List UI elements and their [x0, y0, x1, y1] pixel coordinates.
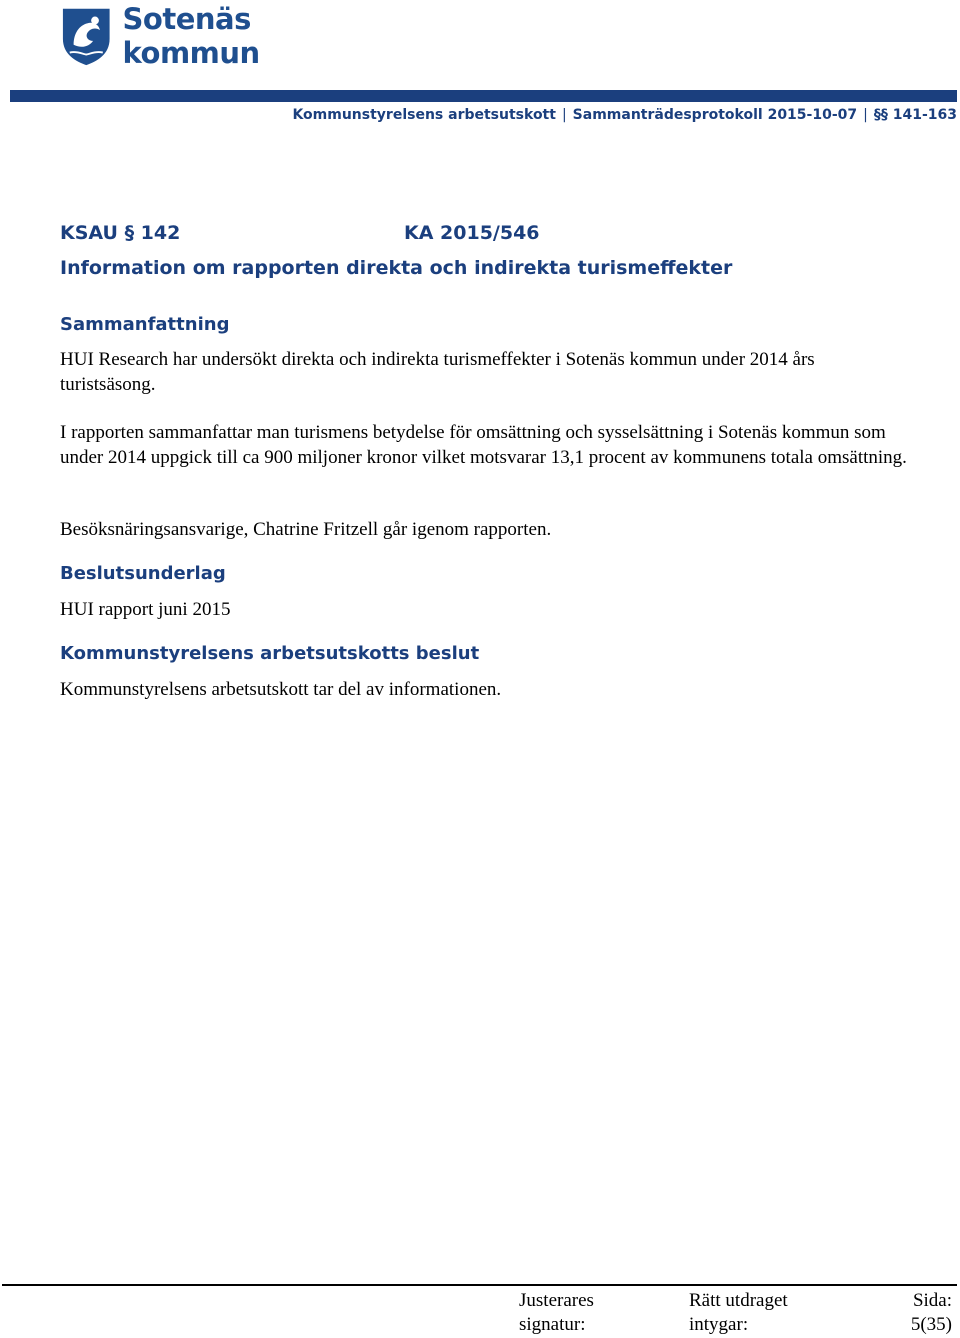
header-bar — [10, 90, 957, 102]
running-header-separator: | — [561, 107, 567, 123]
footer-adjuster-signature — [519, 1289, 594, 1337]
running-header-sections: §§ 141-163 — [873, 107, 957, 123]
running-header-doc: Sammanträdesprotokoll — [572, 107, 763, 123]
footer-adjuster-label-2: signatur: — [519, 1314, 586, 1335]
summary-heading: Sammanfattning — [60, 314, 230, 335]
running-header-date: 2015-10-07 — [767, 107, 858, 123]
footer-adjuster-label-1: Justerares — [519, 1290, 594, 1311]
footer-extract-label-1: Rätt utdraget — [689, 1290, 788, 1311]
footer-extract-label-2: intygar: — [689, 1314, 749, 1335]
decision-text: Kommunstyrelsens arbetsutskott tar del av informationen. — [60, 679, 502, 700]
footer-rule — [2, 1284, 957, 1286]
footer-page-label: Sida: — [912, 1290, 952, 1311]
footer-page — [911, 1289, 952, 1337]
running-header — [292, 107, 957, 123]
page-title: Information om rapporten direkta och indirekta turismeffekter — [60, 257, 733, 279]
footer-extract-certified — [689, 1289, 788, 1337]
basis-heading: Beslutsunderlag — [60, 563, 226, 584]
case-number: KA 2015/546 — [404, 222, 540, 244]
basis-text: HUI rapport juni 2015 — [60, 599, 231, 620]
logo-name: Sotenäs kommun — [122, 2, 260, 70]
summary-paragraph-1: HUI Research har undersökt direkta och indirekta turismeffekter i Sotenäs kommun under 2014 års turistsäsong. — [60, 349, 815, 395]
running-header-body: Kommunstyrelsens arbetsutskott — [292, 107, 556, 123]
summary-paragraph-3: Besöksnäringsansvarige, Chatrine Fritzell går igenom rapporten. — [60, 519, 552, 540]
logo — [60, 4, 390, 68]
case-id: KSAU § 142 — [60, 222, 181, 244]
summary-paragraph-2: I rapporten sammanfattar man turismens betydelse för omsättning och sysselsättning i Sotenäs kommun som under 2014 uppgick till ca 900 miljoner kronor vilket motsvarar 13,1 procent av kommunens totala omsättning. — [60, 422, 907, 468]
running-header-separator: | — [863, 107, 868, 123]
footer-page-number: 5(35) — [910, 1314, 952, 1335]
decision-heading: Kommunstyrelsens arbetsutskotts beslut — [60, 643, 480, 664]
municipal-crest-icon — [60, 5, 113, 67]
